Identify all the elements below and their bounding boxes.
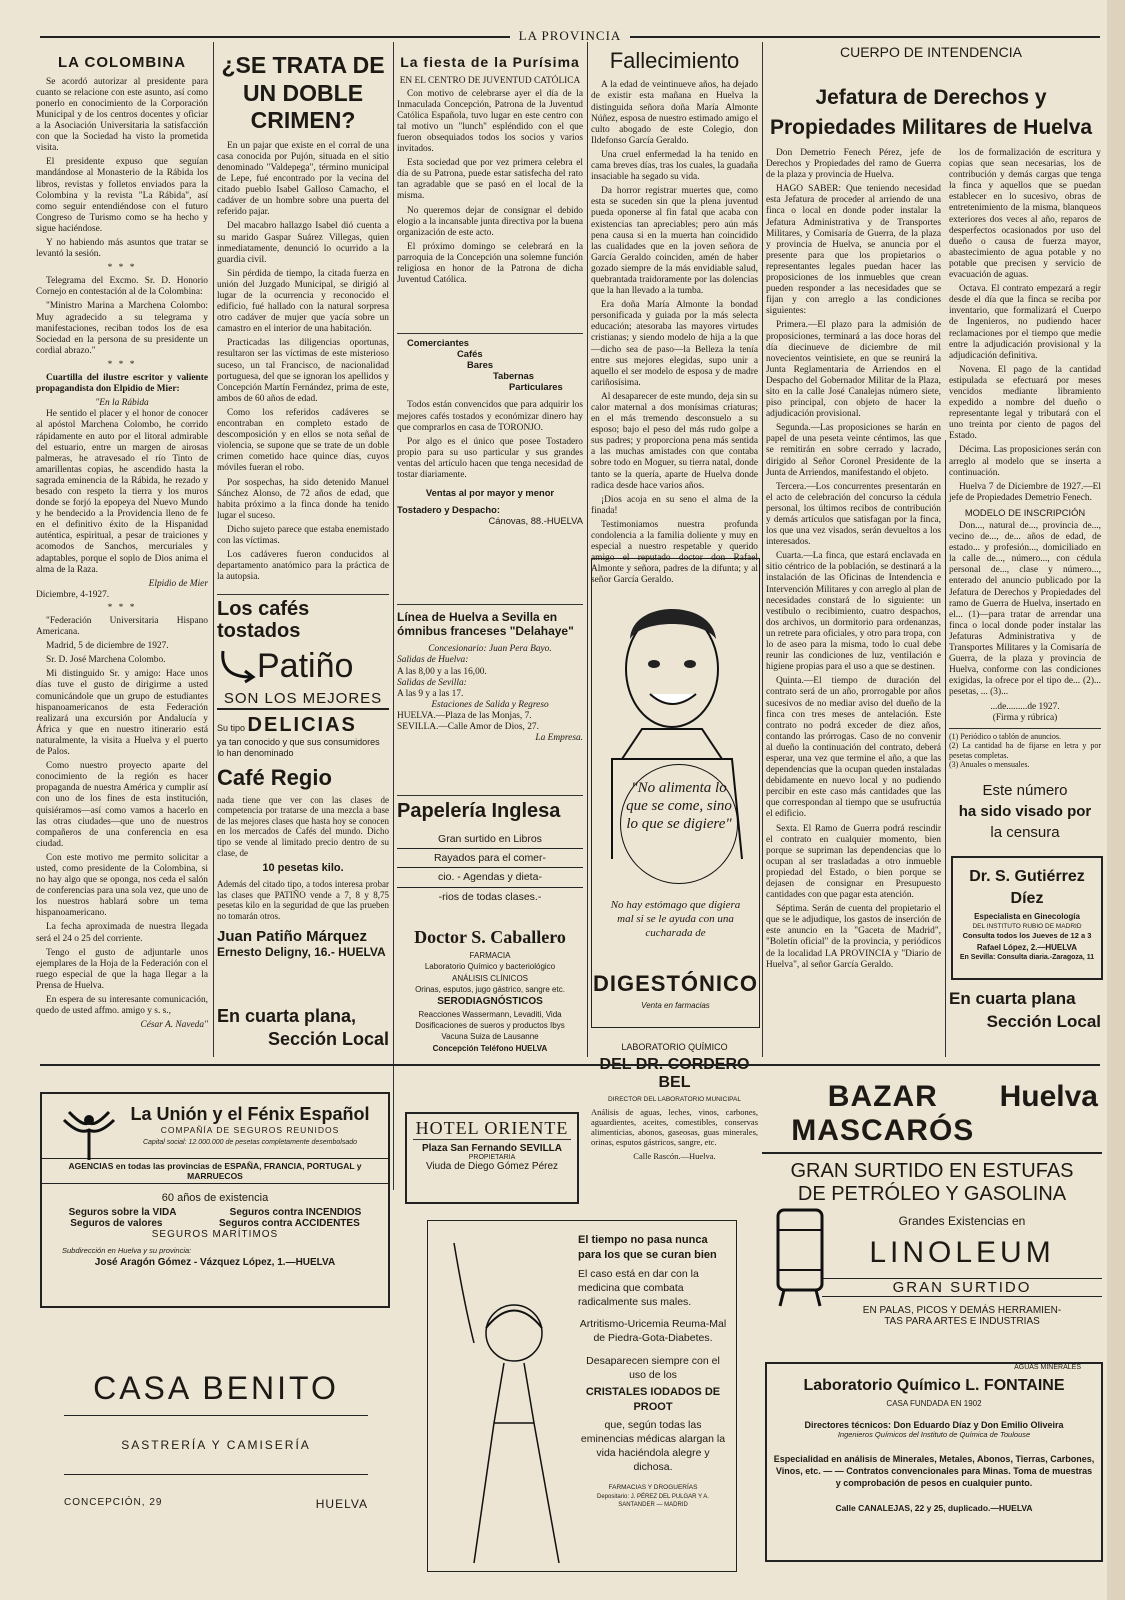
paragraph: El próximo domingo se celebrará en la parroquia de la Concepción una solemne función religiosa en honor de la Patrona de dicha Juventud Católica. bbox=[397, 241, 583, 286]
ad-slogan: No hay estómago que digiera mal si se le ayuda con una cucharada de bbox=[610, 899, 741, 939]
paragraph: Se acordó autorizar al presidente para cuanto se relacione con este asunto, así como ponerlo en conocimiento de la Corporación Municipal y de los centros docentes y oficiar a la Asociación Universitaria la satisfacción con que la Sociedad ha visto la prometida visita. bbox=[36, 76, 208, 154]
article-jefatura-cont bbox=[949, 148, 1101, 769]
paragraph: Mi distinguido Sr. y amigo: Hace unos días tuve el gusto de dirigirme a usted comunicándole que un grupo de estudiantes hispanoamericanos de esta Federación realizará una excursión por Andalucía y África y que en nuestro itinerario está naturalmente, la visita a Huelva y el puerto de Palos. bbox=[36, 669, 208, 758]
ad-dr-gutierrez bbox=[951, 856, 1103, 980]
separator: * * * bbox=[107, 263, 137, 274]
paragraph: He sentido el placer y el honor de conocer al apóstol Marchena Colombo, he corrido rápidamente en auto por el litoral admirable del estuario, entre un margen de airosas palmeras, he atravesado el río Tinto de amarillentas copias, he ascendido hasta la sagrada eminencia de la Rábida, he rezado y besado con respeto la tierra y los muros donde se forjó la epopeya del Nuevo Mundo y he bendecido a la Providencia lleno de fe en el definitivo éxito de la Hispanidad auténtica, espiritual, a pesar de traiciones y acomodos de Sanchos, mercuriales y adaptables, porque el soplo de Dios anima el alma de la Raza. bbox=[36, 409, 208, 575]
article-title: LA COLOMBINA bbox=[57, 54, 187, 71]
paragraph: Cuarta.—La finca, que estará enclavada en sitio céntrico de la población, se destinará a la instalación de las Oficinas de Intendencia e Intervención Militares y con arreglo al plan de necesidades constará de lo siguiente: un vestíbulo o recibimiento, cuatro despachos, dos archivos, un dormitorio para ordenanzas, un retrete para oficiales, y otro para tropa, con lo de aseo para la misma, todo lo cual debe reunir las condiciones de luz, ventilación e higiene propias para el uso a que se destinen. bbox=[766, 551, 941, 673]
ad-title: CASA BENITO bbox=[64, 1370, 368, 1416]
date-line: ...de.........de 1927. bbox=[990, 701, 1060, 712]
ad-line: Ingenieros Químicos del Instituto de Química de Toulouse bbox=[837, 1430, 1031, 1439]
address: Cánovas, 88.-HUELVA bbox=[488, 515, 583, 527]
ad-line: DE PETRÓLEO Y GASOLINA bbox=[797, 1183, 1067, 1205]
ad-line: Consulta todos los Jueves de 12 a 3 bbox=[962, 931, 1092, 941]
footnote: (3) Anuales o mensuales. bbox=[949, 760, 1030, 769]
service-item: Seguros contra INCENDIOS bbox=[229, 1207, 362, 1218]
ad-title: Dr. S. Gutiérrez Díez bbox=[969, 868, 1085, 908]
notice-line: la censura bbox=[990, 824, 1060, 841]
ad-text: Además del citado tipo, a todos interesa probar las clases que PATIÑO vende a 7, 8 y 8,75 pesetas kilo en la seguridad de que las prueben no tomarán otros. bbox=[217, 879, 389, 922]
ad-line: A las 8,00 y a las 16,00. bbox=[397, 666, 487, 677]
adjacent-page-edge bbox=[1107, 0, 1125, 1600]
paragraph: Octava. El contrato empezará a regir desde el día que la finca se reciba por inventario, que formalizará el Cuerpo de Ingenieros, no pudiendo hacer reclamaciones por el tiempo que medie entre la adjudicación provisional y la adjudicación definitiva. bbox=[949, 284, 1101, 361]
paragraph: Séptima. Serán de cuenta del propietario el que se le adjudique, los gastos de inserción de este anuncio en la "Gaceta de Madrid", "Boletín oficial" de la provincia, y periódicos de la localidad LA PROVINCIA y "Diario de Huelva", al señor García Geraldo. bbox=[766, 904, 941, 970]
ad-toronjo bbox=[397, 337, 583, 605]
ad-title: Papelería Inglesa bbox=[397, 800, 561, 822]
paragraph: Quinta.—El tiempo de duración del contrato será de un año, prorrogable por años sucesivos de no mediar aviso del dueño de la finca con tres meses de antelación. Este contrato no podrá exceder de diez años, contando las prórrogas. Caso de no convenir al dueño la continuación del contrato, deberá esperar, una vez que termine el año, a que las dependencias que la ocupan queden instaladas debidamente en nuevo local y no pudiendo percibir en este caso más cantidades que las que correspondan al tiempo que se usufructúa el edificio. bbox=[766, 676, 941, 820]
notice-line: Sección Local bbox=[267, 1029, 389, 1050]
ad-line: 60 años de existencia bbox=[161, 1192, 269, 1204]
ad-title: HOTEL ORIENTE bbox=[413, 1118, 571, 1140]
paragraph: Por algo es el único que posee Tostadero propio para su uso particular y sus grandes ventas del artículo hacen que tenga necesidad de tostar diariamente. bbox=[397, 436, 583, 481]
ad-doctor-caballero bbox=[397, 925, 583, 1105]
ad-subtitle: SASTRERÍA Y CAMISERÍA bbox=[121, 1438, 311, 1452]
paragraph: Tengo el gusto de adjuntarle unos ejemplares de la Hoja de la Federación con el ruego especial de que la haga llegar a la Prensa de Huelva. bbox=[36, 947, 208, 991]
paragraph: Y no habiendo más asuntos que tratar se levantó la sesión. bbox=[36, 238, 208, 260]
ad-line: Subdirección en Huelva y su provincia: bbox=[62, 1246, 192, 1255]
address: Concepción Teléfono HUELVA bbox=[432, 1043, 548, 1053]
article-title: ¿SE TRATA DE UN DOBLE CRIMEN? bbox=[221, 52, 385, 134]
ad-line: PROPIETARIA bbox=[468, 1154, 516, 1161]
ad-bazar-mascaros bbox=[762, 1080, 1102, 1355]
stove-illustration bbox=[770, 1200, 830, 1310]
ad-line: Capital social: 12.000.000 de pesetas completamente desembolsado bbox=[142, 1139, 358, 1146]
column-rule bbox=[393, 42, 394, 1190]
ad-title: ómnibus franceses "Delahaye" bbox=[397, 624, 574, 639]
ad-laboratorio-fontaine bbox=[765, 1362, 1103, 1562]
divider bbox=[397, 604, 583, 605]
ad-text: El caso está en dar con la medicina que combata radicalmente sus males. bbox=[578, 1267, 699, 1309]
notice-cuarta-plana bbox=[217, 1005, 389, 1061]
signature: (Firma y rúbrica) bbox=[992, 712, 1058, 723]
separator: * * * bbox=[107, 602, 137, 613]
paragraph: Al desaparecer de este mundo, deja sin su calor maternal a dos monísimas criaturas; en el más tremendo desconsuelo a su esposo; bajo el peso del más rudo golpe a sus padres; y proporciona pena más sentida a las muchas amistades con que contaba sobre todo en Moguer, su tierra natal, donde tanto se la quería, aparte de Huelva donde radica desde hace varios años. bbox=[591, 391, 758, 491]
type-name: DELICIAS bbox=[247, 713, 357, 736]
paragraph: En espera de su interesante comunicación, quedo de usted affmo. amigo y s. s., bbox=[36, 995, 208, 1017]
ad-papeleria bbox=[397, 800, 583, 920]
article-fallecimiento bbox=[591, 48, 758, 586]
paragraph: Como los referidos cadáveres se encontraban en completo estado de descomposición y en ellos se nota señal de violencia, se supone que se trate de un doble crimen cometido hace quince días, cuyos móviles fueran el robo. bbox=[217, 407, 389, 474]
agent: José Aragón Gómez - Vázquez López, 1.—HUELVA bbox=[94, 1257, 336, 1268]
ad-title: Doctor S. Caballero bbox=[414, 927, 566, 947]
paragraph: HAGO SABER: Que teniendo necesidad esta Jefatura de proceder al arriendo de una finca o local en donde poder instalar la Jefatura Administrativa y de Transportes Militares, y Comisaría de Guerra, de la plaza y provincia de Huelva, se anuncia por el presente para que los propietarios o representantes legales puedan hacer las proposiciones de los inmuebles que crean pueden responder a las necesidades que se fijan y con arreglo a las condiciones siguientes: bbox=[766, 184, 941, 317]
article-doble-crimen bbox=[217, 52, 389, 592]
brand-name: Patiño bbox=[257, 647, 354, 685]
ad-line: -rios de todas clases.- bbox=[438, 890, 542, 903]
ad-line: Venta en farmacias bbox=[641, 1001, 710, 1010]
ad-line: FARMACIAS Y DROGUERÍAS bbox=[608, 1484, 698, 1492]
list-item: Bares bbox=[467, 359, 494, 371]
ad-line: Vacuna Suiza de Lausanne bbox=[441, 1032, 539, 1042]
notice-line: En cuarta plana, bbox=[217, 1006, 357, 1026]
divider bbox=[217, 594, 389, 595]
price: 10 pesetas kilo. bbox=[262, 862, 344, 875]
service-item: Seguros contra ACCIDENTES bbox=[218, 1218, 360, 1229]
separator: * * * bbox=[107, 359, 137, 370]
notice-line: Sección Local bbox=[986, 1011, 1101, 1031]
ad-text: nada tiene que ver con las clases de competencia por tratarse de una mezcla a base de las mejores clases que hasta hoy se conocen en los mercados de Cafés del mundo. Dicho tipo se vende al limitado precio dentro de su clase, de bbox=[217, 794, 389, 858]
paragraph: Don..., natural de..., provincia de..., vecino de..., de... años de edad, de estado... y profesión..., domiciliado en la calle de..., número..., con cédula personal de..., clase y número..., enterado del anuncio publicado por la Jefatura de Derechos y Propiedades del ramo de Guerra de Huelva, insertado en el... (1)—para tratar de arrendar una finca o local donde poder instalar las Jefaturas Administrativa y de Transportes Militares y la Comisaría de Guerra, de la plaza y provincia de Huelva, conforme con las condiciones exigidas, la ofrece por el tipo de... (2)... pesetas, ... (3)... bbox=[949, 521, 1101, 698]
divider bbox=[397, 333, 583, 334]
ad-line: Especialista en Ginecología bbox=[974, 911, 1080, 921]
paragraph: Del macabro hallazgo Isabel dió cuenta a su marido Gaspar Suárez Villegas, quien inmediatamente, denunció lo ocurrido a la guardia civil. bbox=[217, 221, 389, 265]
ad-cafes-patino bbox=[217, 598, 389, 993]
list-item: Comerciantes bbox=[407, 337, 470, 348]
notice-censura bbox=[949, 780, 1101, 848]
ad-line: TAS PARA ARTES E INDUSTRIAS bbox=[884, 1316, 1040, 1327]
ad-line: Salidas de Sevilla: bbox=[397, 677, 467, 688]
column-rule bbox=[762, 42, 763, 1057]
ad-line: SEVILLA.—Calle Amor de Dios, 27. bbox=[397, 721, 539, 732]
ad-line: cio. - Agendas y dieta- bbox=[397, 868, 583, 887]
service-item: Seguros de valores bbox=[70, 1218, 163, 1229]
ad-line: Salidas de Huelva: bbox=[397, 655, 469, 666]
paragraph: Era doña María Almonte la bondad personificada y guiada por la más selecta educación; atesoraba las mayores virtudes cristianas; y siendo modelo de hija a la que—dicho sea de paso—la Belleza la tenía entre sus mejores elegidas, supo unir a aquello el ser modelo de esposa y de madre cariñosísima. bbox=[591, 300, 758, 388]
ad-line: CASA FUNDADA EN 1902 bbox=[886, 1399, 982, 1408]
ad-text: Artritismo-Uricemia Reuma-Mal de Piedra-Gota-Diabetes. bbox=[579, 1318, 727, 1345]
paragraph: La fecha aproximada de nuestra llegada será el 24 o 25 del corriente. bbox=[36, 922, 208, 944]
owner: Juan Patiño Márquez bbox=[217, 927, 368, 945]
article-title: Fallecimiento bbox=[609, 48, 740, 73]
ad-line: La Empresa. bbox=[535, 733, 583, 744]
ad-delahaye bbox=[397, 610, 583, 792]
paragraph: No queremos dejar de consignar el debido elogio a la incansable junta directiva por la buena organización de este acto. bbox=[397, 205, 583, 238]
ad-text: Análisis de aguas, leches, vinos, carbones, aguardientes, aceites, comestibles, conservas alimenticias, abonos, gaseosas, guas minerales, orinas, esputos gástricos, sangre, etc. bbox=[591, 1107, 758, 1148]
ad-line: EN PALAS, PICOS Y DEMÁS HERRAMIEN- bbox=[862, 1305, 1062, 1316]
ad-text: ya tan conocido y que sus consumidores lo han denominado bbox=[217, 737, 380, 758]
ad-union-fenix bbox=[40, 1092, 390, 1308]
city: Huelva bbox=[999, 1080, 1098, 1113]
ad-line: SERODIAGNÓSTICOS bbox=[437, 995, 543, 1007]
owner: Viuda de Diego Gómez Pérez bbox=[425, 1161, 559, 1172]
paragraph: "Ministro Marina a Marchena Colombo: Muy agradecido a su telegrama y manifestaciones, reciban todos los de esa Sociedad en la persona de su presidente un cordial abrazo." bbox=[36, 301, 208, 356]
brand-name: LINOLEUM bbox=[869, 1236, 1055, 1269]
paragraph: Cuartilla del ilustre escritor y valiente propagandista don Elpidio de Mier: bbox=[36, 373, 208, 395]
ad-title: Laboratorio Químico L. FONTAINE bbox=[803, 1377, 1065, 1394]
paragraph: Como nuestro proyecto aparte del conocimiento de la región es hacer propaganda de nuestra América y cumplir así con uno de los fines de esta institución, quisiéramos—así como vamos a hacerlo en las otras ciudades—que uno de nuestros compañeros de una conferencia en esa ciudad. bbox=[36, 761, 208, 849]
brand-name: CRISTALES IODADOS DE PROOT bbox=[585, 1385, 721, 1413]
ad-text: Desaparecen siempre con el uso de los bbox=[586, 1354, 720, 1381]
paragraph: Segunda.—Las proposiciones se harán en papel de una peseta veinte céntimos, las que se remitirán en sobre cerrado y lacrado, dirigido al Señor Coronel Presidente de la Junta de Arriendos, manifestando el objeto. bbox=[766, 423, 941, 478]
paragraph: Sin pérdida de tiempo, la citada fuerza en unión del Juzgado Municipal, se dirigió al lugar de la ocurrencia y reconocido el edificio, fué hallado con la natural sorpresa otro cadáver de mujer que yacía sobre un camastro en el interior de una habitación. bbox=[217, 268, 389, 335]
paragraph: Primera.—El plazo para la admisión de proposiciones, terminará a las doce horas del día diecinueve de diciembre de mil novecientos veintisiete, en que se reunirá la Junta Reglamentaria de Arriendos en el Despacho del Gobernador Militar de la Plaza, sito en la calle José Canalejas número siete, piso principal, con objeto de hacer la adjudicación provisional. bbox=[766, 320, 941, 420]
place-line: "En la Rábida bbox=[95, 398, 149, 409]
model-title: MODELO DE INSCRIPCIÓN bbox=[964, 506, 1086, 518]
paragraph: Huelva 7 de Diciembre de 1927.—El jefe de Propiedades Demetrio Fenech. bbox=[949, 481, 1101, 503]
article-title: La fiesta de la Purísima bbox=[400, 54, 580, 70]
ad-line: HUELVA.—Plaza de las Monjas, 7. bbox=[397, 710, 532, 721]
article-la-colombina bbox=[36, 52, 208, 1060]
ad-hotel-oriente bbox=[405, 1112, 579, 1204]
paragraph: Por sospechas, ha sido detenido Manuel Sánchez Alonso, de 72 años de edad, que habita próximo a la finca donde ha tenido lugar el suceso. bbox=[217, 477, 389, 521]
ad-title: DEL DR. CORDERO BEL bbox=[599, 1055, 750, 1092]
ad-line: Ventas al por mayor y menor bbox=[425, 487, 555, 499]
product-name: Café Regio bbox=[217, 764, 332, 790]
ad-subtitle: COMPAÑÍA DE SEGUROS REUNIDOS bbox=[160, 1125, 340, 1135]
ad-line: AGENCIAS en todas las provincias de ESPAÑA, FRANCIA, PORTUGAL y MARRUECOS bbox=[42, 1158, 388, 1184]
section-intendencia-header bbox=[766, 44, 1096, 144]
ad-line: Grandes Existencias en bbox=[898, 1214, 1026, 1228]
notice-cuarta-plana bbox=[949, 988, 1101, 1054]
paragraph: "Federación Universitaria Hispano Americana. bbox=[36, 616, 208, 638]
list-item: Cafés bbox=[457, 348, 483, 360]
ad-casa-benito bbox=[64, 1370, 368, 1550]
paragraph: Da horror registrar muertes que, como esta se suceden sin que la plena juventud pueda oponerse al fin fatal que acaba con existencias tan apreciables; pero aún más pena causa si en la muerta han coincidido las cualidades que en la joven señora de García Geraldo coinciden, amén de haber gozado siempre de la más envidiable salud, quebrantada traidoramente por las dolencias que la han llevado a la tumba. bbox=[591, 186, 758, 297]
paragraph: Madrid, 5 de diciembre de 1927. bbox=[46, 641, 169, 652]
ad-line: Estaciones de Salida y Regreso bbox=[431, 699, 549, 710]
paragraph: Todos están convencidos que para adquirir los mejores cafés tostados y económizar dinero hay que comprarlos en casa de TORONJO. bbox=[397, 400, 583, 433]
article-subtitle: EN EL CENTRO DE JUVENTUD CATÓLICA bbox=[399, 75, 581, 86]
ad-title: La Unión y el Fénix Español bbox=[130, 1104, 370, 1124]
notice-line: En cuarta plana bbox=[949, 989, 1076, 1008]
column-rule bbox=[945, 440, 946, 1057]
ad-cristales-proot bbox=[427, 1220, 737, 1572]
paragraph: los de formalización de escritura y copias que sean necesarias, los de contribución y demás cargas que tenga la finca y aquellos que se puedan establecer en lo sucesivo, obras de entretenimiento de la misma, blanqueos exteriores dos veces al año, reparos de desperfectos ocasionados por uso del dueño o causa de fuerza mayor, abastecimiento de agua potable y no potable que precisen y servicio de evacuación de aguas. bbox=[949, 148, 1101, 281]
paragraph: Una cruel enfermedad la ha tenido en cama breves días, tras los cuales, la guadaña insaciable ha segado su vida. bbox=[591, 149, 758, 183]
ad-line: Rayados para el comer- bbox=[397, 849, 583, 868]
arrow-icon bbox=[217, 649, 257, 683]
paragraph: ¡Dios acoja en su seno el alma de la finada! bbox=[591, 494, 758, 516]
address: Ernesto Deligny, 16.- HUELVA bbox=[217, 945, 386, 960]
ad-line: ANÁLISIS CLÍNICOS bbox=[451, 973, 529, 983]
notice-line: ha sido visado por bbox=[958, 803, 1092, 820]
footnote: (1) Periódico o tablón de anuncios. bbox=[949, 731, 1061, 741]
ad-headline: Los cafés tostados bbox=[217, 598, 310, 642]
address: Calle CANALEJAS, 22 y 25, duplicado.—HUELVA bbox=[835, 1503, 1033, 1514]
ad-line: Dosificaciones de sueros y productos Ibys bbox=[415, 1021, 565, 1031]
ad-line: GRAN SURTIDO EN ESTUFAS bbox=[790, 1160, 1074, 1182]
paragraph: Practicadas las diligencias oportunas, resultaron ser las víctimas de este misterioso suceso, un tal Francisco, de nacionalidad portuguesa, del que se ignoran los apellidos y Concepción Martín Fernández, prima de este, ambos de 60 años de edad. bbox=[217, 338, 389, 404]
ad-tagline: SON LOS MEJORES bbox=[217, 690, 389, 710]
ad-line: AGUAS MINERALES bbox=[1014, 1364, 1081, 1371]
ad-line: FARMACIA bbox=[469, 951, 511, 961]
ad-line: Directores técnicos: Don Eduardo Díaz y Don Emilio Oliveira bbox=[804, 1420, 1064, 1430]
ad-line: Laboratorio Químico y bacteriológico bbox=[424, 962, 556, 972]
notice-line: Este número bbox=[982, 782, 1068, 799]
list-item: Particulares bbox=[509, 381, 563, 393]
paragraph: En un pajar que existe en el corral de una casa conocida por Pujón, situada en el sitio denominado "Valdepega", término municipal de Lepe, fué encontrado por la vecina del citado pueblo Isabel Galloso Camacho, el cadáver de un hombre sobre una puerta del referido pajar. bbox=[217, 140, 389, 218]
ad-text: Especialidad en análisis de Minerales, Metales, Abonos, Tierras, Carbones, Vinos, etc. — — Contratos convencionales para Minas. Toma de muestras y comprobación de pesos en cualquier punto. bbox=[773, 1454, 1095, 1489]
article-fiesta-purisima bbox=[397, 52, 583, 330]
ad-line: Concesionario: Juan Pera Bayo. bbox=[428, 644, 552, 655]
ad-line: Tostadero y Despacho: bbox=[397, 504, 500, 516]
column-rule bbox=[587, 42, 588, 1057]
ad-line: GRAN SURTIDO bbox=[822, 1278, 1102, 1297]
address: Calle Rascón.—Huelva. bbox=[633, 1151, 716, 1162]
service-item: Seguros sobre la VIDA bbox=[68, 1207, 177, 1218]
newspaper-name: LA PROVINCIA bbox=[510, 28, 630, 44]
ad-line: Reacciones Wassermann, Levaditi, Vida bbox=[418, 1009, 562, 1019]
woman-illustration bbox=[434, 1223, 584, 1568]
paragraph: Los cadáveres fueron conducidos al departamento anatómico para la práctica de la autopsia. bbox=[217, 550, 389, 583]
ad-headline: El tiempo no pasa nunca bbox=[578, 1234, 708, 1246]
ad-text: que, según todas las eminencias médicas alargan la vida haciéndola alegre y dichosa. bbox=[580, 1418, 726, 1474]
address: Plaza San Fernando SEVILLA bbox=[421, 1143, 563, 1154]
service-item: SEGUROS MARÍTIMOS bbox=[151, 1229, 279, 1240]
ad-line: A las 9 y a las 17. bbox=[397, 688, 464, 699]
address: CONCEPCIÓN, 29 bbox=[64, 1497, 163, 1508]
paragraph: Don Demetrio Fenech Pérez, jefe de Derechos y Propiedades del ramo de Guerra de la plaza y provincia de Huelva. bbox=[766, 148, 941, 181]
paragraph: Sexta. El Ramo de Guerra podrá rescindir el contrato en cualquier momento, bien porque se supriman las dependencias que lo ocupan al ser trasladadas a otro inmueble propiedad del Estado, o bien porque se dejasen de consignar en Presupuesto cantidades con que pagar esta atención. bbox=[766, 823, 941, 901]
signature: César A. Naveda" bbox=[140, 1020, 208, 1031]
column-rule bbox=[213, 42, 214, 1057]
ad-title: BAZAR MASCARÓS bbox=[791, 1080, 975, 1147]
ad-title: Línea de Huelva a Sevilla en bbox=[397, 610, 558, 624]
paragraph: Tercera.—Los concurrentes presentarán en el acto de celebración del concurso la cédula personal, los últimos recibos de contribución y demás artículos que satisfagan por la finca, los que una vez visados, serán devueltos a los interesados. bbox=[766, 481, 941, 548]
address: Rafael López, 2.—HUELVA bbox=[976, 942, 1078, 952]
paragraph: Novena. El pago de la cantidad estipulada se efectuará por meses vencidos mediante libramiento expedido a nombre del dueño o representante legal y tributará con el uno treinta por ciento de pagos del Estado. bbox=[949, 364, 1101, 442]
ad-digestonico bbox=[591, 558, 760, 1028]
paragraph: Esta sociedad que por vez primera celebra el día de su Patrona, puede estar satisfecha del rato tan agradable que se pasó en el local de la misma. bbox=[397, 158, 583, 202]
paragraph: Sr. D. José Marchena Colombo. bbox=[46, 655, 166, 666]
ad-line: Orinas, esputos, jugo gástrico, sangre etc. bbox=[415, 984, 565, 994]
divider bbox=[40, 1064, 1100, 1066]
paragraph: Con este motivo me permito solicitar a usted, como presidente de la Colombina, si no hay algo que se oponga, nos ceda el salón de conferencias para una sola vez, que uno de los nuestros hablará sobre un tema hispanoamericano. bbox=[36, 852, 208, 919]
footnote: (2) La cantidad ha de fijarse en letra y por pesetas completas. bbox=[949, 741, 1101, 760]
divider bbox=[397, 795, 583, 796]
ad-headline: para los que se curan bien bbox=[578, 1248, 717, 1261]
list-item: Tabernas bbox=[493, 370, 534, 382]
type-label: Su tipo bbox=[217, 722, 246, 733]
ad-line: Gran surtido en Libros bbox=[397, 830, 583, 849]
speech-bubble: "No alimenta lo que se come, sino lo que se digiere" bbox=[620, 764, 738, 884]
ad-line: DIRECTOR DEL LABORATORIO MUNICIPAL bbox=[608, 1096, 741, 1104]
brand-name: DIGESTÓNICO bbox=[592, 971, 758, 996]
ad-line: En Sevilla: Consulta diaria.-Zaragoza, 11 bbox=[959, 953, 1095, 961]
ad-line: Depositario: J. PÉREZ DEL PULGAR Y A. SANTANDER — MADRID bbox=[597, 1494, 709, 1509]
ad-line: LABORATORIO QUÍMICO bbox=[621, 1042, 728, 1052]
phoenix-icon bbox=[54, 1100, 124, 1170]
paragraph: A la edad de veintinueve años, ha dejado de existir esta mañana en Huelva la distinguida señora doña María Almonte Núñez, esposa de nuestro estimado amigo el culto abogado de este Colegio, don Ildefonso García Geraldo. bbox=[591, 80, 758, 146]
paragraph: El presidente expuso que seguían mandándose al Monasterio de la Rábida los libros, revistas y folletos enviados para la Colombina y la revista "La Rábida", así como seguir entendiéndose con el futuro Congreso de Turismo como se ha hecho y sigue haciéndose. bbox=[36, 157, 208, 234]
section-header: CUERPO DE INTENDENCIA bbox=[839, 44, 1023, 60]
paragraph: Testimoniamos nuestra profunda condolencia a la familia doliente y muy en especial a nuestro respetable y querido amigo el reputado doctor don Rafael Almonte y señora, padres de la difunta; y al señor García Geraldo. bbox=[591, 519, 758, 586]
paragraph: Telegrama del Excmo. Sr. D. Honorio Cornejo en contestación al de la Colombina: bbox=[36, 276, 208, 298]
article-jefatura-arriendo bbox=[766, 148, 941, 1058]
paragraph: Dicho sujeto parece que estaba enemistado con las víctimas. bbox=[217, 524, 389, 546]
paragraph: Décima. Las proposiciones serán con arreglo al modelo que se inserta a continuación. bbox=[949, 445, 1101, 478]
ad-line: DEL INSTITUTO RUBIO DE MADRID bbox=[972, 922, 1082, 930]
city: HUELVA bbox=[315, 1497, 368, 1511]
date-line: Diciembre, 4-1927. bbox=[36, 589, 110, 600]
paragraph: Con motivo de celebrarse ayer el día de la Inmaculada Concepción, Patrona de la Juventud Católica Española, tuvo lugar en este centro con tal motivo un "lunch" espléndido con el que fueron obsequiados todos los socios y varios invitados. bbox=[397, 88, 583, 155]
signature: Elpidio de Mier bbox=[148, 578, 208, 589]
article-title: Jefatura de Derechos y Propiedades Militares de Huelva bbox=[769, 85, 1093, 139]
